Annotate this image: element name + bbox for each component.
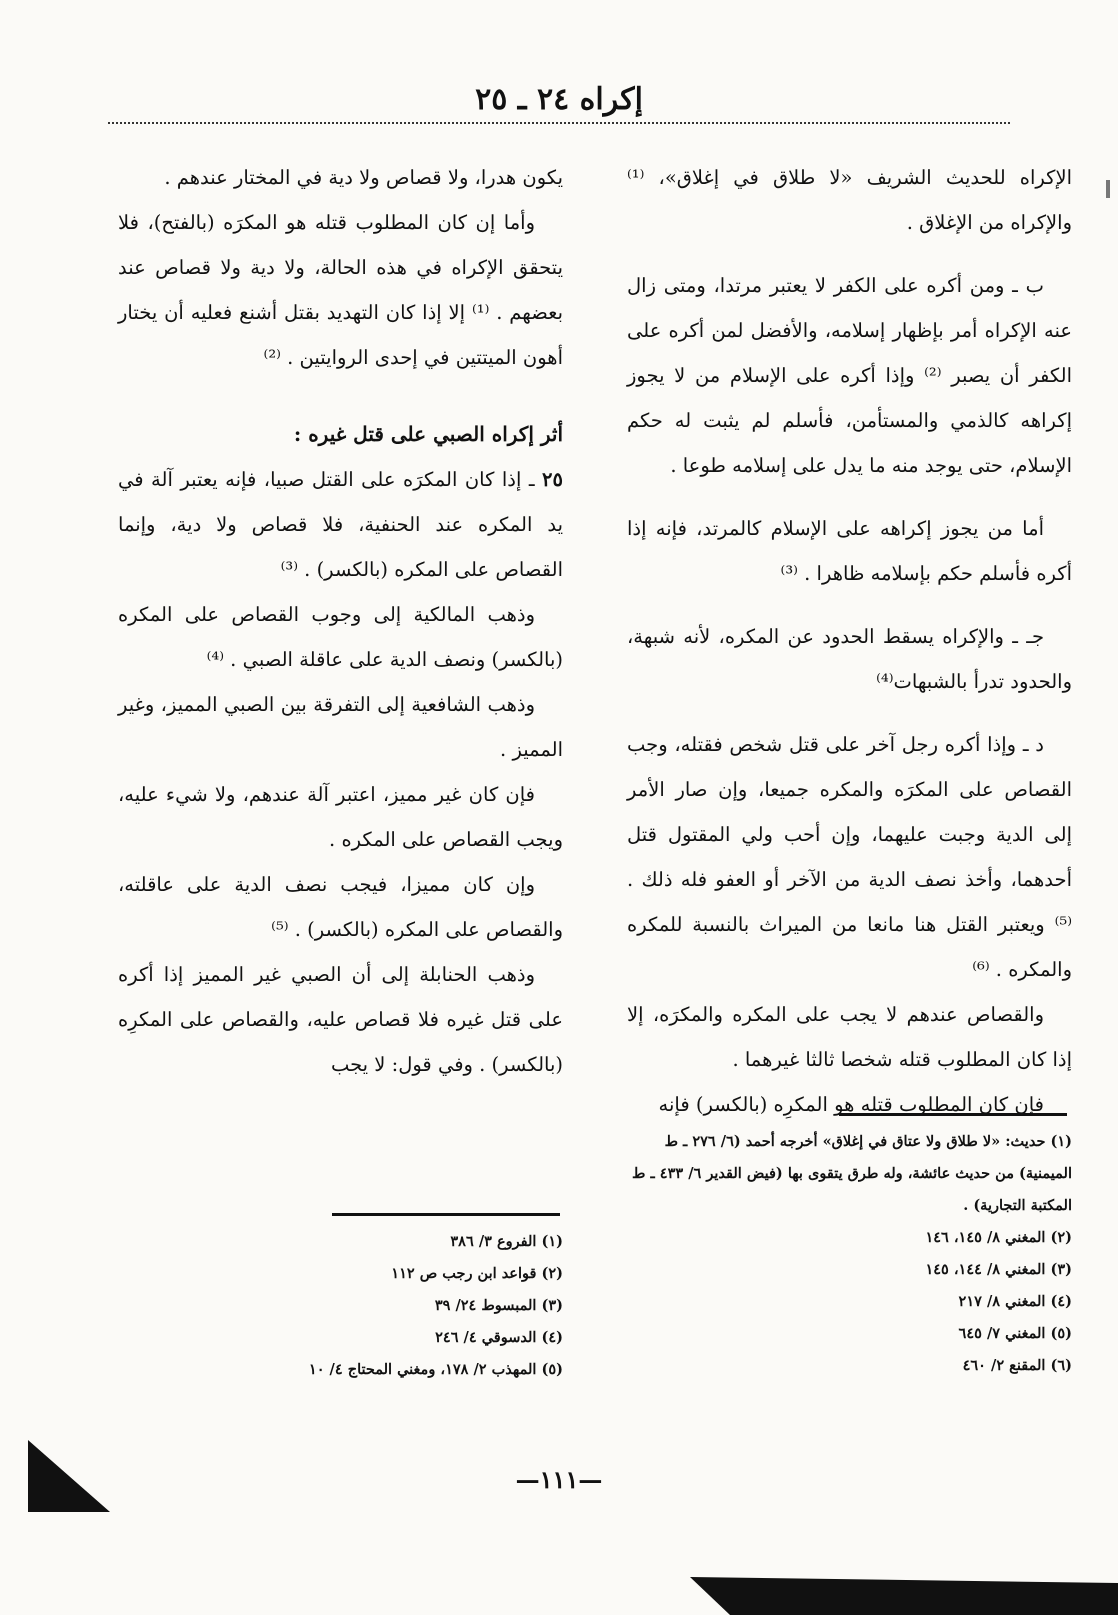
page-number: —١١١— [515, 1465, 603, 1494]
paragraph: الإكراه للحديث الشريف «لا طلاق في إغلاق»، ⁽¹⁾ والإكراه من الإغلاق . [627, 166, 1072, 234]
footnote-rule [839, 1113, 1067, 1116]
paragraph: وإن كان مميزا، فيجب نصف الدية على عاقلته، والقصاص على المكره (بالكسر) . ⁽⁵⁾ [118, 873, 563, 941]
footnote-rule [332, 1213, 560, 1216]
right-column [627, 155, 1072, 1127]
running-header: إكراه ٢٤ ـ ٢٥ [475, 82, 643, 117]
right-footnotes [627, 1126, 1072, 1382]
footnote: (٢) قواعد ابن رجب ص ١١٢ [391, 1265, 563, 1282]
paragraph: د ـ وإذا أكره رجل آخر على قتل شخص فقتله، وجب القصاص على المكرَه والمكره جميعا، وإن صار الأمر إلى الدية وجبت عليهما، وإن أحب ولي المقتول قتل أحدهما، وأخذ نصف الدية من الآخر أو العفو فله ذلك . ⁽⁵⁾ ويعتبر القتل هنا مانعا من الميراث بالنسبة للمكره والمكره . ⁽⁶⁾ [627, 733, 1072, 981]
footnote: (١) الفروع ٣/ ٣٨٦ [450, 1233, 563, 1250]
left-column [118, 155, 563, 1087]
paragraph: وذهب الحنابلة إلى أن الصبي غير المميز إذا أكره على قتل غيره فلا قصاص عليه، والقصاص على المكرِه (بالكسر) . وفي قول: لا يجب [118, 963, 563, 1076]
paragraph: وذهب المالكية إلى وجوب القصاص على المكره (بالكسر) ونصف الدية على عاقلة الصبي . ⁽⁴⁾ [118, 603, 563, 671]
paragraph: يكون هدرا، ولا قصاص ولا دية في المختار عندهم . [164, 166, 563, 189]
scan-bottom-bar [690, 1575, 1118, 1615]
footnote: (٣) المبسوط ٢٤/ ٣٩ [434, 1297, 563, 1314]
header-dotted-rule [108, 122, 1010, 124]
footnote: (٥) المغني ٧/ ٦٤٥ [958, 1325, 1072, 1342]
paragraph: جـ ـ والإكراه يسقط الحدود عن المكره، لأنه شبهة، والحدود تدرأ بالشبهات⁽⁴⁾ [627, 625, 1072, 693]
scan-corner-triangle [28, 1440, 110, 1512]
left-footnotes [118, 1226, 563, 1386]
item-number: ٢٥ [542, 468, 563, 491]
footnote: (٤) الدسوقي ٤/ ٢٤٦ [435, 1329, 563, 1346]
paragraph: وأما إن كان المطلوب قتله هو المكرَه (بالفتح)، فلا يتحقق الإكراه في هذه الحالة، ولا دية ولا قصاص عند بعضهم . ⁽¹⁾ إلا إذا كان التهديد بقتل أشنع فعليه أن يختار أهون الميتتين في إحدى الروايتين . ⁽²⁾ [118, 211, 563, 369]
numbered-paragraph [118, 457, 563, 592]
paragraph: أما من يجوز إكراهه على الإسلام كالمرتد، فإنه إذا أكره فأسلم حكم بإسلامه ظاهرا . ⁽³⁾ [627, 517, 1072, 585]
footnote: (١) حديث: «لا طلاق ولا عتاق في إغلاق» أخرجه أحمد (٦/ ٢٧٦ ـ ط الميمنية) من حديث عائشة، وله طرق يتقوى بها (فيض القدير ٦/ ٤٣٣ ـ ط المكتبة التجارية) . [632, 1133, 1072, 1214]
margin-mark [1106, 180, 1110, 198]
footnote: (٦) المقنع ٢/ ٤٦٠ [962, 1357, 1072, 1374]
section-heading: أثر إكراه الصبي على قتل غيره : [293, 422, 563, 446]
footnote: (٢) المغني ٨/ ١٤٥، ١٤٦ [925, 1229, 1072, 1246]
footnote: (٣) المغني ٨/ ١٤٤، ١٤٥ [925, 1261, 1072, 1278]
item-text: ـ إذا كان المكرَه على القتل صبيا، فإنه يعتبر آلة في يد المكره عند الحنفية، فلا قصاص ولا دية، وإنما القصاص على المكره (بالكسر) . ⁽³⁾ [118, 468, 563, 581]
paragraph: والقصاص عندهم لا يجب على المكره والمكرَه، إلا إذا كان المطلوب قتله شخصا ثالثا غيرهما . [627, 1003, 1072, 1071]
footnote: (٤) المغني ٨/ ٢١٧ [958, 1293, 1072, 1310]
paragraph: ب ـ ومن أكره على الكفر لا يعتبر مرتدا، ومتى زال عنه الإكراه أمر بإظهار إسلامه، والأفضل لمن أكره على الكفر أن يصبر ⁽²⁾ وإذا أكره على الإسلام من لا يجوز إكراهه كالذمي والمستأمن، فأسلم لم يثبت له حكم الإسلام، حتى يوجد منه ما يدل على إسلامه طوعا . [627, 274, 1073, 477]
paragraph: فإن كان غير مميز، اعتبر آلة عندهم، ولا شيء عليه، ويجب القصاص على المكره . [118, 783, 563, 851]
paragraph: وذهب الشافعية إلى التفرقة بين الصبي المميز، وغير المميز . [118, 693, 563, 761]
footnote: (٥) المهذب ٢/ ١٧٨، ومغني المحتاج ٤/ ١٠ [308, 1361, 563, 1378]
paragraph: فإن كان المطلوب قتله هو المكرِه (بالكسر) فإنه [658, 1093, 1044, 1116]
